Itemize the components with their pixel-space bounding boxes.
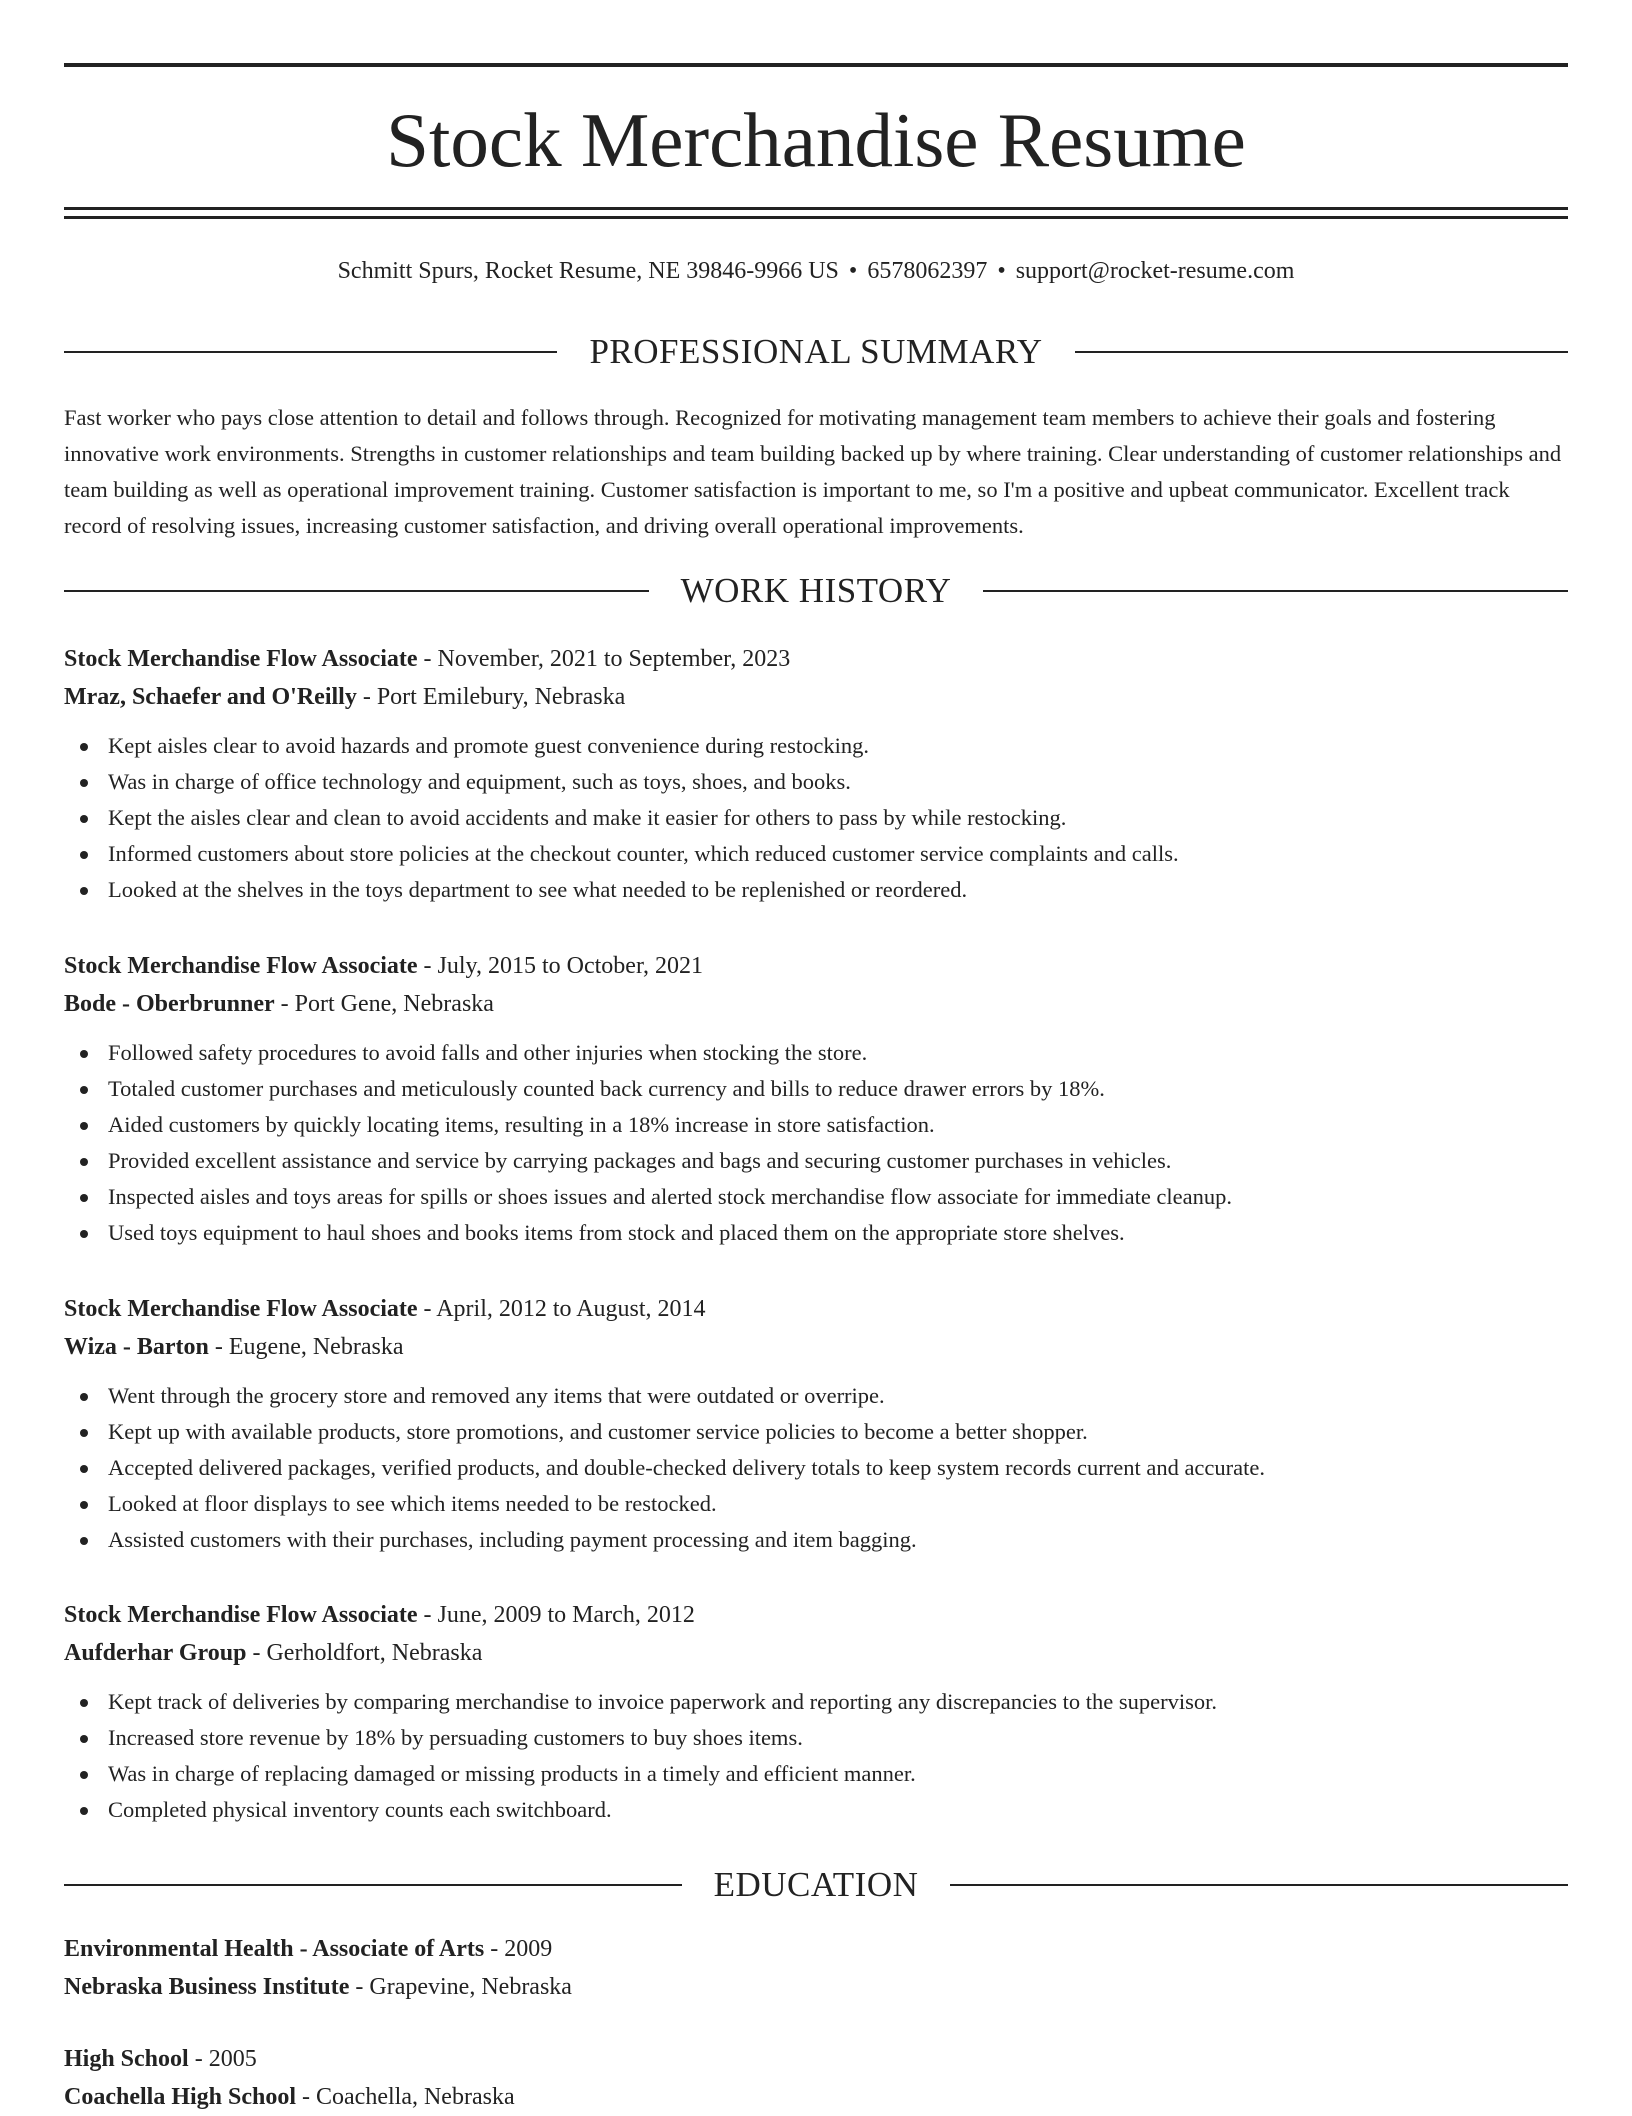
list-item: [64, 1215, 1568, 1251]
title-rule-lower: [64, 216, 1568, 219]
job-title: Stock Merchandise Flow Associate: [64, 953, 418, 979]
bullet-icon: [80, 1807, 88, 1815]
list-item: [64, 1378, 1568, 1414]
list-item: [64, 872, 1568, 908]
bullet-icon: [80, 1429, 88, 1437]
job-heading: [64, 947, 1568, 985]
job-title: Stock Merchandise Flow Associate: [64, 1296, 418, 1322]
education-entry: [64, 2040, 1568, 2116]
section-title: PROFESSIONAL SUMMARY: [589, 332, 1043, 371]
list-item: [64, 1179, 1568, 1215]
job-title: Stock Merchandise Flow Associate: [64, 1602, 418, 1628]
bullet-icon: [80, 779, 88, 787]
bullet-icon: [80, 815, 88, 823]
education-school-line: [64, 2078, 1568, 2116]
bullet-icon: [80, 851, 88, 859]
job-heading: [64, 1290, 1568, 1328]
contact-separator: •: [848, 258, 858, 284]
bullet-icon: [80, 1501, 88, 1509]
page-title: Stock Merchandise Resume: [386, 97, 1246, 183]
bullet-text: Kept track of deliveries by comparing merchandise to invoice paperwork and reporting any discrepancies to the supervisor.: [108, 1689, 1218, 1714]
bullet-text: Inspected aisles and toys areas for spills or shoes issues and alerted stock merchandise flow associate for immediate cleanup.: [108, 1184, 1233, 1209]
education-location: - Grapevine, Nebraska: [349, 1974, 572, 2000]
education-location: - Coachella, Nebraska: [296, 2084, 515, 2110]
bullet-text: Followed safety procedures to avoid falls and other injuries when stocking the store.: [108, 1040, 868, 1065]
bullet-icon: [80, 1699, 88, 1707]
list-item: [64, 1071, 1568, 1107]
bullet-icon: [80, 1465, 88, 1473]
bullet-icon: [80, 1050, 88, 1058]
contact-address: Schmitt Spurs, Rocket Resume, NE 39846-9966 US: [337, 258, 839, 284]
section-title: EDUCATION: [713, 1865, 919, 1904]
education-degree: Environmental Health - Associate of Arts: [64, 1936, 485, 1962]
job-bullets: [64, 1684, 1568, 1828]
list-item: [64, 1143, 1568, 1179]
job-entry: [64, 640, 1568, 908]
job-dates: - April, 2012 to August, 2014: [417, 1296, 706, 1322]
bullet-text: Kept the aisles clear and clean to avoid accidents and make it easier for others to pass by while restocking.: [108, 805, 1067, 830]
list-item: [64, 800, 1568, 836]
section-header-work: [64, 571, 1568, 611]
contact-separator: •: [997, 258, 1006, 284]
list-item: [64, 1107, 1568, 1143]
section-rule: [64, 590, 649, 592]
bullet-text: Totaled customer purchases and meticulously counted back currency and bills to reduce drawer errors by 18%.: [108, 1076, 1105, 1101]
education-school: Coachella High School: [64, 2084, 297, 2110]
job-location: - Port Gene, Nebraska: [274, 991, 494, 1017]
list-item: [64, 836, 1568, 872]
bullet-text: Looked at floor displays to see which items needed to be restocked.: [108, 1491, 717, 1516]
list-item: [64, 1035, 1568, 1071]
bullet-text: Provided excellent assistance and service by carrying packages and bags and securing customer purchases in vehicles.: [108, 1148, 1172, 1173]
list-item: [64, 1684, 1568, 1720]
job-heading: [64, 1596, 1568, 1634]
job-employer: [64, 678, 1568, 716]
job-dates: - June, 2009 to March, 2012: [417, 1602, 695, 1628]
section-rule: [64, 1884, 682, 1886]
job-bullets: [64, 1378, 1568, 1558]
education-school: Nebraska Business Institute: [64, 1974, 350, 2000]
list-item: [64, 1414, 1568, 1450]
bullet-icon: [80, 1537, 88, 1545]
bullet-text: Informed customers about store policies at the checkout counter, which reduced customer service complaints and calls.: [108, 841, 1179, 866]
bullet-text: Was in charge of replacing damaged or missing products in a timely and efficient manner.: [108, 1761, 916, 1786]
job-entry: [64, 1596, 1568, 1828]
job-location: - Gerholdfort, Nebraska: [246, 1640, 483, 1666]
bullet-text: Was in charge of office technology and equipment, such as toys, shoes, and books.: [108, 769, 851, 794]
section-header-summary: [64, 332, 1568, 372]
contact-line: [64, 255, 1568, 287]
education-year: - 2009: [484, 1936, 553, 1962]
bullet-icon: [80, 743, 88, 751]
education-school-line: [64, 1968, 1568, 2006]
job-company: Bode - Oberbrunner: [64, 991, 275, 1017]
job-employer: [64, 985, 1568, 1023]
top-rule: [64, 63, 1568, 67]
bullet-icon: [80, 887, 88, 895]
contact-phone: 6578062397: [867, 258, 988, 284]
bullet-text: Went through the grocery store and removed any items that were outdated or overripe.: [108, 1383, 885, 1408]
job-title: Stock Merchandise Flow Associate: [64, 646, 418, 672]
bullet-icon: [80, 1158, 88, 1166]
bullet-text: Used toys equipment to haul shoes and books items from stock and placed them on the appropriate store shelves.: [108, 1220, 1125, 1245]
job-dates: - July, 2015 to October, 2021: [417, 953, 703, 979]
job-location: - Eugene, Nebraska: [208, 1334, 404, 1360]
job-bullets: [64, 728, 1568, 908]
bullet-icon: [80, 1230, 88, 1238]
education-degree: High School: [64, 2046, 189, 2072]
bullet-icon: [80, 1771, 88, 1779]
education-heading: [64, 2040, 1568, 2078]
job-entry: [64, 947, 1568, 1251]
bullet-text: Accepted delivered packages, verified products, and double-checked delivery totals to keep system records current and accurate.: [108, 1455, 1265, 1480]
bullet-text: Completed physical inventory counts each switchboard.: [108, 1797, 612, 1822]
education-year: - 2005: [188, 2046, 257, 2072]
bullet-icon: [80, 1122, 88, 1130]
section-header-education: [64, 1865, 1568, 1905]
bullet-text: Assisted customers with their purchases, including payment processing and item bagging.: [108, 1527, 917, 1552]
bullet-icon: [80, 1194, 88, 1202]
list-item: [64, 1486, 1568, 1522]
bullet-text: Kept up with available products, store promotions, and customer service policies to become a better shopper.: [108, 1419, 1088, 1444]
list-item: [64, 728, 1568, 764]
bullet-text: Looked at the shelves in the toys department to see what needed to be replenished or reordered.: [108, 877, 968, 902]
job-dates: - November, 2021 to September, 2023: [417, 646, 791, 672]
list-item: [64, 1792, 1568, 1828]
bullet-text: Increased store revenue by 18% by persuading customers to buy shoes items.: [108, 1725, 803, 1750]
job-employer: [64, 1634, 1568, 1672]
title-rule-upper: [64, 207, 1568, 210]
list-item: [64, 1720, 1568, 1756]
job-company: Aufderhar Group: [64, 1640, 247, 1666]
bullet-text: Aided customers by quickly locating items, resulting in a 18% increase in store satisfaction.: [108, 1112, 935, 1137]
education-heading: [64, 1930, 1568, 1968]
section-title: WORK HISTORY: [680, 571, 952, 610]
job-company: Mraz, Schaefer and O'Reilly: [64, 684, 357, 710]
job-heading: [64, 640, 1568, 678]
section-rule: [983, 590, 1568, 592]
section-rule: [64, 351, 557, 353]
section-rule: [1075, 351, 1568, 353]
list-item: [64, 1522, 1568, 1558]
summary-text: Fast worker who pays close attention to detail and follows through. Recognized for motivating management team members to achieve their goals and fostering innovative work environments. Strengths in customer relationships and team building backed up by where training. Clear understanding of customer relationships and team building as well as operational improvement training. Customer satisfaction is important to me, so I'm a positive and upbeat communicator. Excellent track record of resolving issues, increasing customer satisfaction, and driving overall operational improvements.: [64, 405, 1562, 538]
section-rule: [950, 1884, 1568, 1886]
list-item: [64, 764, 1568, 800]
bullet-text: Kept aisles clear to avoid hazards and promote guest convenience during restocking.: [108, 733, 869, 758]
bullet-icon: [80, 1735, 88, 1743]
job-bullets: [64, 1035, 1568, 1251]
contact-email: support@rocket-resume.com: [1015, 258, 1295, 284]
job-location: - Port Emilebury, Nebraska: [356, 684, 626, 710]
education-entry: [64, 1930, 1568, 2006]
job-entry: [64, 1290, 1568, 1558]
list-item: [64, 1450, 1568, 1486]
job-employer: [64, 1328, 1568, 1366]
bullet-icon: [80, 1393, 88, 1401]
list-item: [64, 1756, 1568, 1792]
job-company: Wiza - Barton: [64, 1334, 209, 1360]
bullet-icon: [80, 1086, 88, 1094]
